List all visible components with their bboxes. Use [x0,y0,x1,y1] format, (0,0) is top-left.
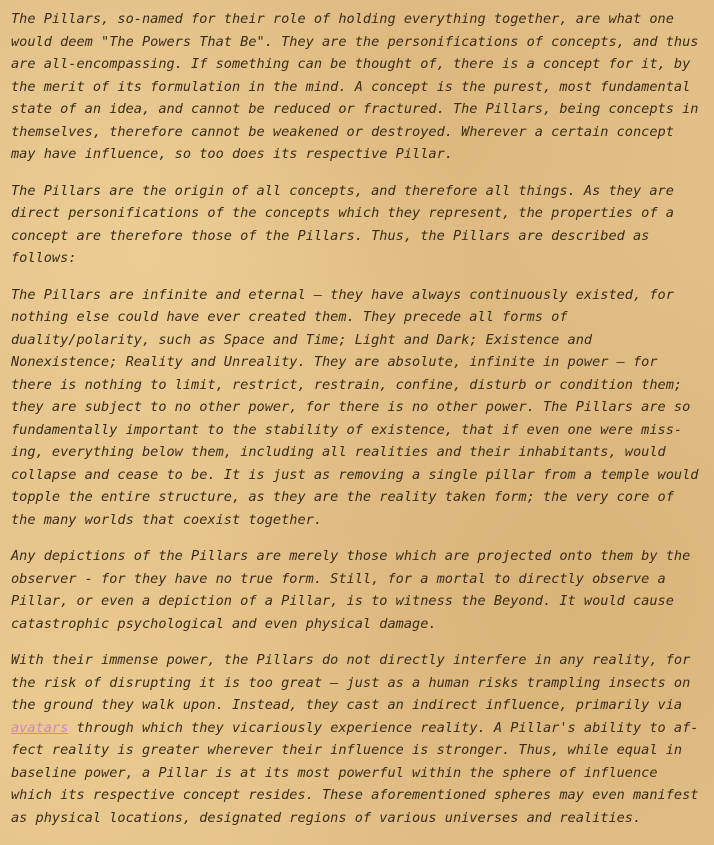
text-line: the risk of disrupting it is too great — just as a human risks trampling insects on [11,674,691,691]
text-line: Any depictions of the Pillars are merely those which are projected onto them by the [11,548,691,564]
paragraph-properties [11,284,706,532]
text-line: fect reality is greater wherever their influence is stronger. Thus, while equal in [11,742,683,758]
text-line: may have influence, so too does its respective Pillar. [11,146,453,162]
paragraph-intro [11,8,706,166]
text-line: are all-encompassing. If something can be thought of, there is a concept for it, by [11,56,691,72]
text-line: the many worlds that coexist together. [11,511,322,528]
text-line: baseline power, a Pillar is at its most powerful within the sphere of influence [11,764,658,781]
text-line: would deem "The Powers That Be". They are the personifications of concepts, and thus [11,33,699,50]
text-line: as physical locations, designated regions of various universes and realities. [11,809,642,826]
text-line: Pillar, or even a depiction of a Pillar, is to witness the Beyond. It would cause [11,593,674,609]
text-line: With their immense power, the Pillars do not directly interfere in any reality, for [11,652,691,668]
text-line: ing, everything below them, including all realities and their inhabitants, would [11,444,666,460]
text-line: collapse and cease to be. It is just as removing a single pillar from a temple would [11,466,699,483]
text-line: themselves, therefore cannot be weakened or destroyed. Wherever a certain concept [11,123,674,140]
text-line: follows: [11,250,77,266]
text-line: duality/polarity, such as Space and Time; Light and Dark; Existence and [11,331,593,348]
text-line [11,720,698,736]
text-line: there is nothing to limit, restrict, restrain, confine, disturb or condition them; [11,376,683,393]
paragraph-influence [11,649,706,829]
text-line-rest: through which they vicariously experience reality. A Pillar's ability to af- [68,719,699,736]
avatars-link[interactable]: avatars [11,719,69,736]
text-line: the merit of its formulation in the mind. A concept is the purest, most fundamental [11,78,691,95]
text-line: The Pillars, so-named for their role of holding everything together, are what one [11,11,674,27]
paragraph-depictions [11,545,706,635]
text-line: catastrophic psychological and even physical damage. [11,615,437,632]
text-line: The Pillars are infinite and eternal — they have always continuously existed, for [11,286,674,303]
text-line: they are subject to no other power, for there is no other power. The Pillars are so [11,399,691,415]
text-line: which its respective concept resides. These aforementioned spheres may even manifest [11,787,699,803]
text-line: fundamentally important to the stability of existence, that if even one were miss- [11,421,683,438]
text-line: nothing else could have ever created them. They precede all forms of [11,309,568,325]
paragraph-origin [11,180,706,270]
text-line: observer - for they have no true form. Still, for a mortal to directly observe a [11,570,666,587]
text-line: Nonexistence; Reality and Unreality. They are absolute, infinite in power — for [11,354,658,370]
text-line: The Pillars are the origin of all concepts, and therefore all things. As they are [11,182,674,199]
text-line: state of an idea, and cannot be reduced or fractured. The Pillars, being concepts in [11,101,699,117]
text-line: direct personifications of the concepts which they represent, the properties of a [11,205,674,221]
text-line: the ground they walk upon. Instead, they cast an indirect influence, primarily via [11,697,683,713]
text-line: concept are therefore those of the Pillars. Thus, the Pillars are described as [11,227,650,244]
text-line: topple the entire structure, as they are the reality taken form; the very core of [11,489,674,505]
